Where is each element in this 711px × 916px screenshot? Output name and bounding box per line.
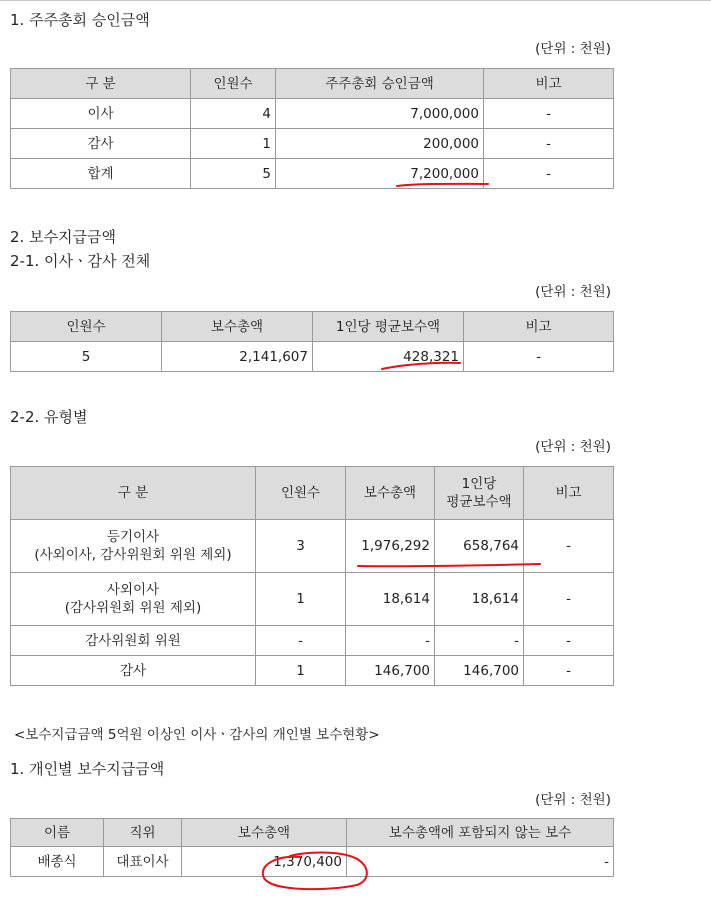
row-label: 이사 — [11, 99, 191, 129]
row-label: 감사 — [11, 129, 191, 159]
table-row — [11, 573, 614, 626]
table-row — [11, 626, 614, 656]
table-row — [11, 159, 614, 189]
average-pay-cell: 428,321 — [313, 342, 464, 372]
section3-unit: (단위 : 천원) — [535, 792, 611, 808]
section1-unit: (단위 : 천원) — [535, 41, 611, 57]
section2-2-unit: (단위 : 천원) — [535, 439, 611, 455]
note-cell: - — [524, 573, 614, 626]
section2-title: 2. 보수지급금액 — [10, 228, 117, 246]
section2-1-unit: (단위 : 천원) — [535, 284, 611, 300]
row-label-sub: (사외이사, 감사위원회 위원 제외) — [34, 547, 232, 563]
col-header: 비고 — [484, 69, 614, 99]
total-pay-cell: 18,614 — [346, 573, 435, 626]
total-pay-table — [10, 311, 614, 372]
row-label-main: 등기이사 — [106, 529, 160, 545]
section2-1-title: 2-1. 이사ㆍ감사 전체 — [10, 252, 151, 270]
col-header: 인원수 — [11, 312, 162, 342]
approval-table — [10, 68, 614, 189]
col-header: 인원수 — [256, 467, 346, 520]
table-row — [11, 342, 614, 372]
table-header-row — [11, 467, 614, 520]
col-header: 구 분 — [11, 467, 256, 520]
col-header: 구 분 — [11, 69, 191, 99]
col-header: 보수총액에 포함되지 않는 보수 — [347, 819, 614, 847]
name-cell: 배종식 — [11, 847, 104, 877]
note-cell: - — [484, 129, 614, 159]
headcount-cell: - — [256, 626, 346, 656]
amount-cell: 7,000,000 — [276, 99, 484, 129]
position-cell: 대표이사 — [104, 847, 182, 877]
section1-title: 1. 주주총회 승인금액 — [10, 11, 150, 29]
col-header — [435, 467, 524, 520]
col-header: 보수총액 — [162, 312, 313, 342]
average-pay-cell: - — [435, 626, 524, 656]
note-cell: - — [464, 342, 614, 372]
headcount-cell: 1 — [191, 129, 276, 159]
row-label-main: 사외이사 — [106, 582, 160, 598]
row-label — [11, 520, 256, 573]
section2-2-title: 2-2. 유형별 — [10, 408, 88, 426]
row-label: 합계 — [11, 159, 191, 189]
headcount-cell: 1 — [256, 573, 346, 626]
col-header: 보수총액 — [182, 819, 347, 847]
row-label-sub: (감사위원회 위원 제외) — [64, 600, 202, 616]
section3-heading: <보수지급금액 5억원 이상인 이사ㆍ감사의 개인별 보수현황> — [14, 727, 380, 743]
individual-pay-table — [10, 818, 614, 877]
headcount-cell: 5 — [191, 159, 276, 189]
pay-by-type-table — [10, 466, 614, 686]
table-row — [11, 656, 614, 686]
col-header-line1: 1인당 — [461, 476, 497, 492]
col-header: 1인당 평균보수액 — [313, 312, 464, 342]
col-header: 직위 — [104, 819, 182, 847]
total-pay-cell: 2,141,607 — [162, 342, 313, 372]
note-cell: - — [524, 626, 614, 656]
note-cell: - — [484, 159, 614, 189]
excluded-pay-cell: - — [347, 847, 614, 877]
total-pay-cell: - — [346, 626, 435, 656]
table-row — [11, 99, 614, 129]
col-header: 비고 — [464, 312, 614, 342]
amount-cell: 200,000 — [276, 129, 484, 159]
col-header: 보수총액 — [346, 467, 435, 520]
col-header: 주주총회 승인금액 — [276, 69, 484, 99]
col-header: 비고 — [524, 467, 614, 520]
table-row — [11, 520, 614, 573]
col-header: 인원수 — [191, 69, 276, 99]
total-pay-cell: 1,370,400 — [182, 847, 347, 877]
row-label: 감사 — [11, 656, 256, 686]
note-cell: - — [524, 656, 614, 686]
table-header-row — [11, 819, 614, 847]
note-cell: - — [524, 520, 614, 573]
row-label — [11, 573, 256, 626]
table-header-row — [11, 69, 614, 99]
table-header-row — [11, 312, 614, 342]
headcount-cell: 4 — [191, 99, 276, 129]
table-row — [11, 847, 614, 877]
note-cell: - — [484, 99, 614, 129]
top-divider — [0, 0, 711, 1]
col-header-line2: 평균보수액 — [446, 494, 512, 510]
section3-title: 1. 개인별 보수지급금액 — [10, 760, 165, 778]
row-label: 감사위원회 위원 — [11, 626, 256, 656]
average-pay-cell: 18,614 — [435, 573, 524, 626]
table-row — [11, 129, 614, 159]
amount-cell: 7,200,000 — [276, 159, 484, 189]
average-pay-cell: 146,700 — [435, 656, 524, 686]
total-pay-cell: 1,976,292 — [346, 520, 435, 573]
headcount-cell: 3 — [256, 520, 346, 573]
headcount-cell: 5 — [11, 342, 162, 372]
total-pay-cell: 146,700 — [346, 656, 435, 686]
col-header: 이름 — [11, 819, 104, 847]
average-pay-cell: 658,764 — [435, 520, 524, 573]
headcount-cell: 1 — [256, 656, 346, 686]
